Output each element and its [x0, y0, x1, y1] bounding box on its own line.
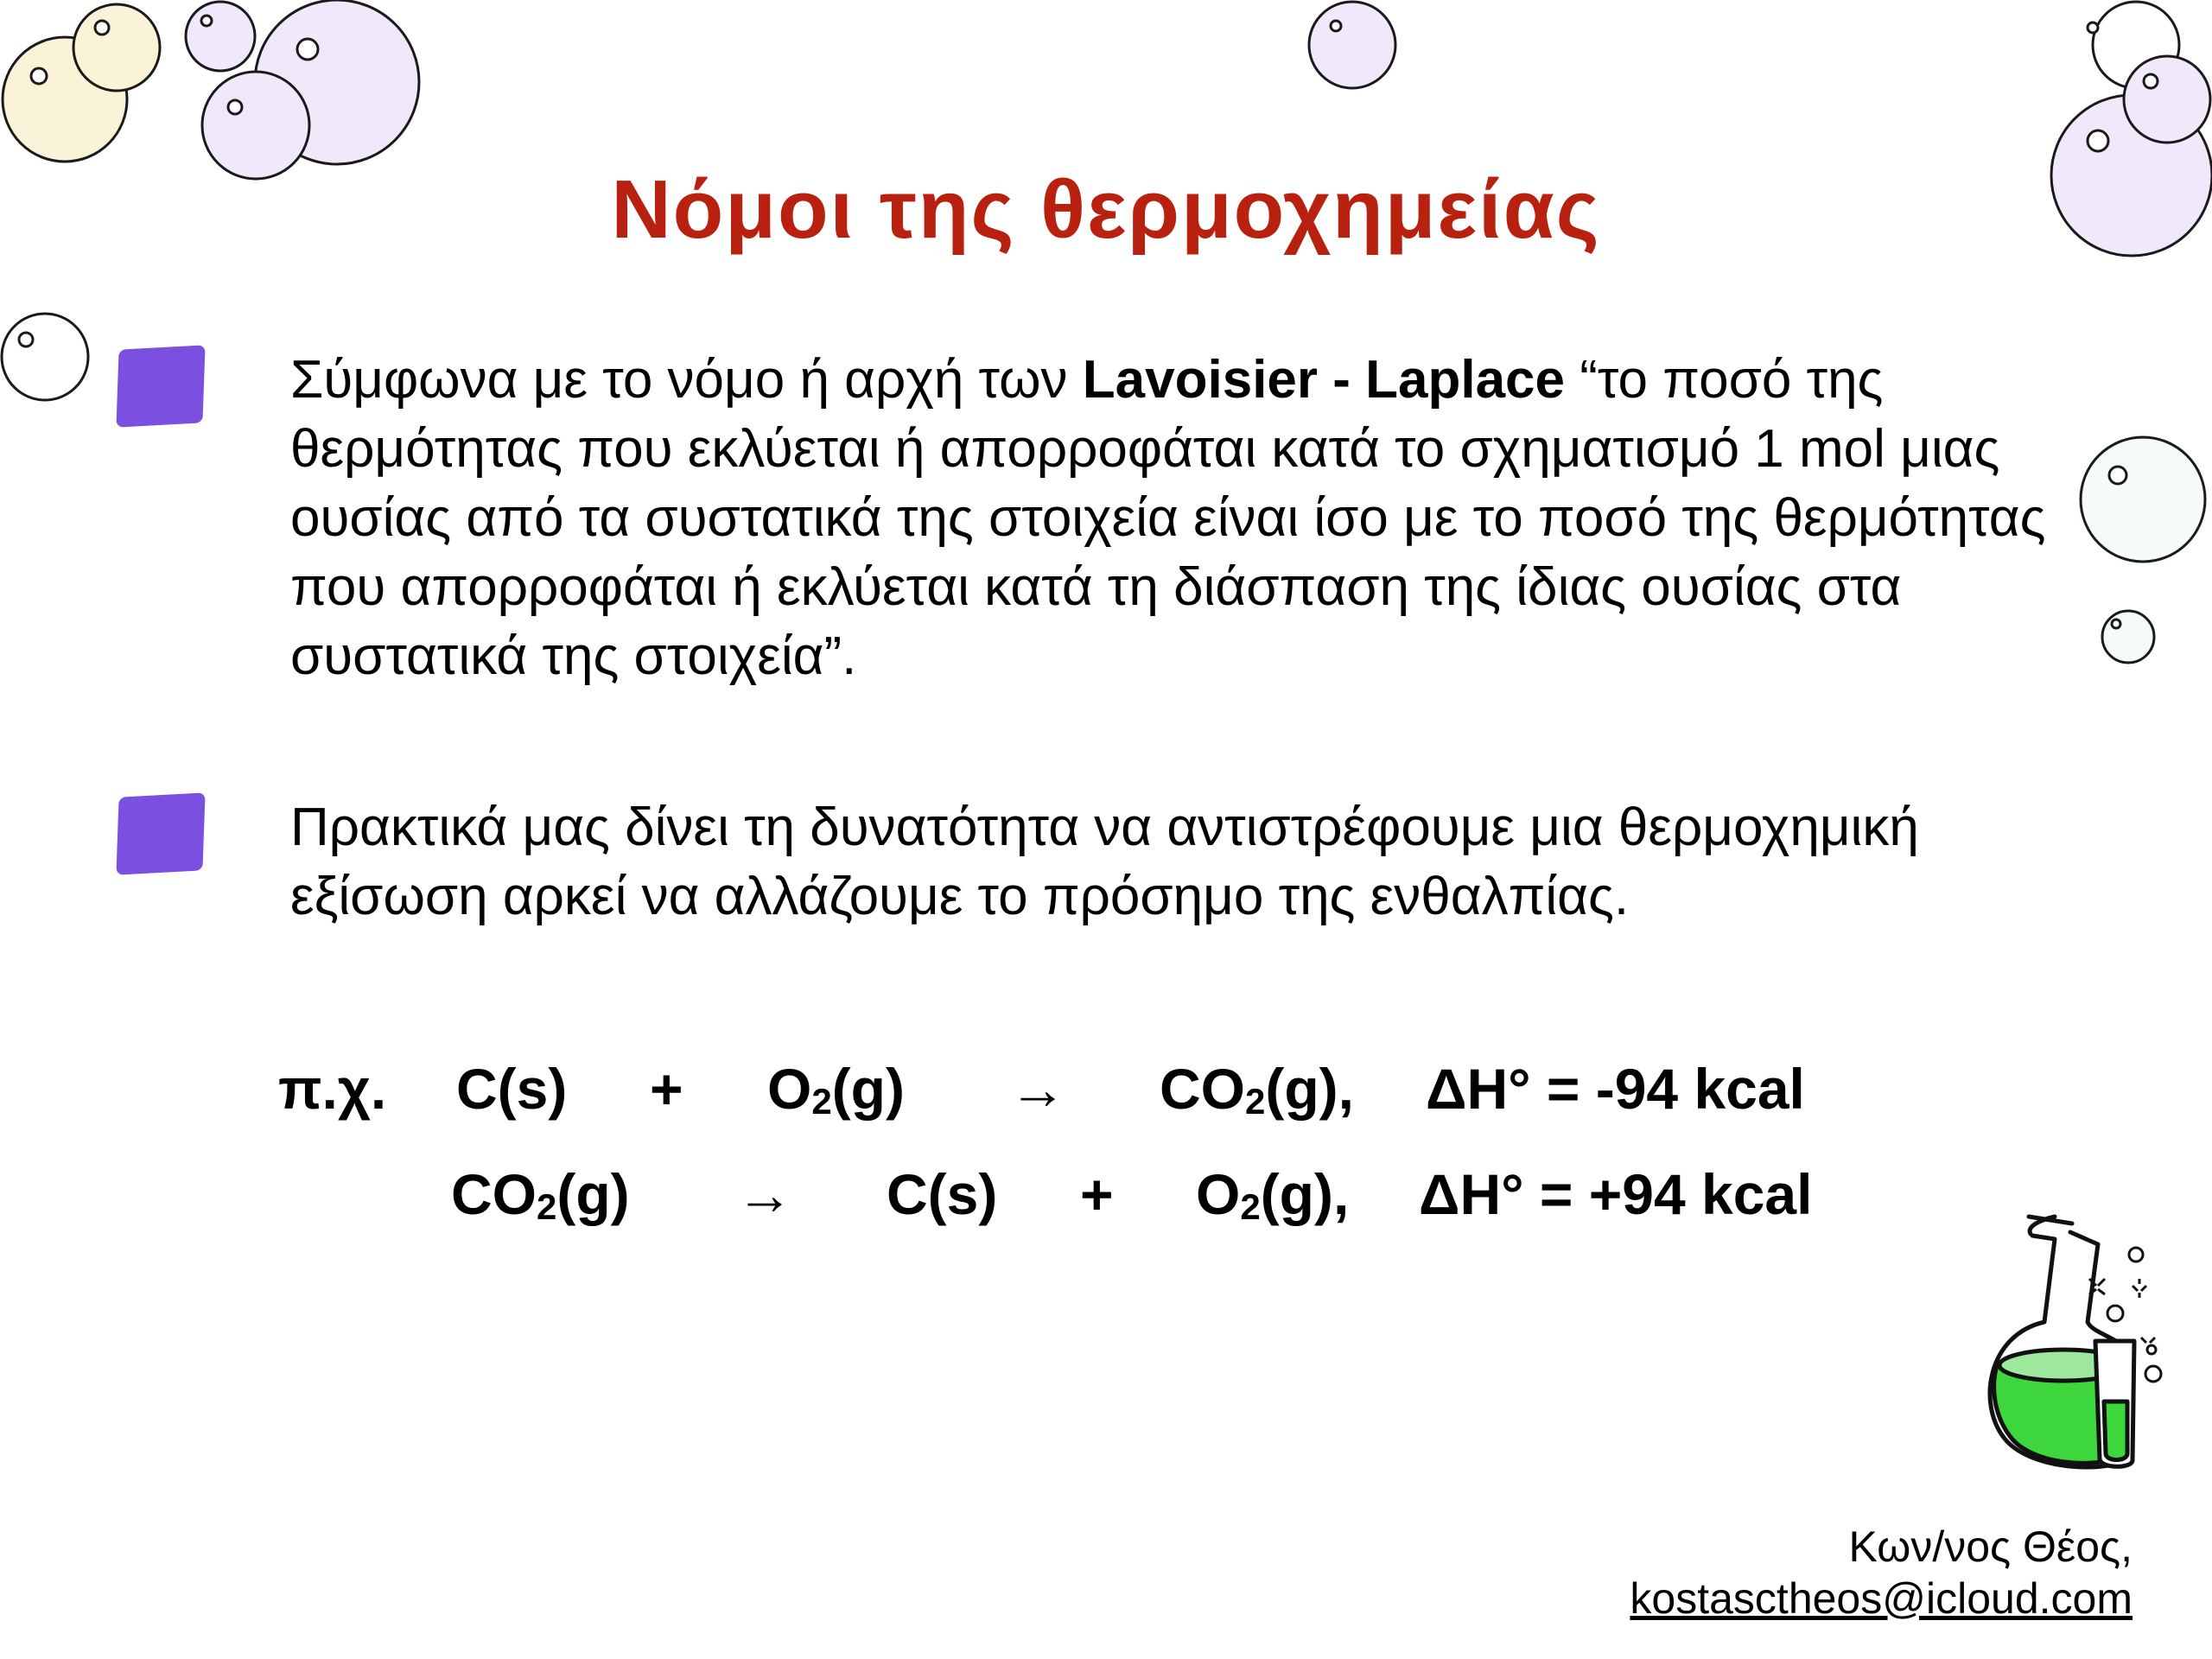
eq2-enthalpy: ΔH° = +94 kcal [1419, 1162, 1813, 1226]
eq1-plus: + [650, 1057, 683, 1121]
author-block [1355, 1521, 2133, 1624]
eq2-reactant: $CO_2(g)$ [451, 1162, 630, 1227]
eq1-enthalpy: ΔH° = -94 kcal [1426, 1057, 1805, 1121]
bullet-text-1-lead: Σύμφωνα με το νόμο ή αρχή των [290, 350, 1083, 410]
eq2-product-2: $O_2(g)$, [1196, 1162, 1350, 1227]
lavoisier-laplace-label: Lavoisier - Laplace [1082, 350, 1566, 410]
eq2-arrow: → [736, 1162, 793, 1226]
eq2-product-1: C(s) [887, 1162, 998, 1226]
eq1-reactant-1: C(s) [456, 1057, 568, 1121]
author-name: Κων/νος Θέος, [1848, 1522, 2133, 1571]
eq1-product: $CO_2(g)$, [1160, 1057, 1354, 1122]
bullet-text-1-body: “το ποσό της θερμότητας που εκλύεται ή απορροφάται κατά το σχηματισμό 1 mol μιας ουσίας από τα συστατικά της στοιχεία είναι ίσο με το ποσό της θερμότητας που απορροφάται ή εκλύεται κατά τη διάσπαση της ίδιας ουσίας στα συστατικά της στοιχεία”. [290, 350, 2046, 686]
eq1-arrow: → [1009, 1057, 1066, 1121]
slide-title: Νόμοι της θερμοχημείας [611, 163, 1601, 256]
example-prefix: π.χ. [278, 1057, 387, 1121]
eq1-reactant-2: $O_2(g)$ [767, 1057, 905, 1122]
bullet-text-2: Πρακτικά μας δίνει τη δυνατότητα να αντιστρέφουμε μια θερμοχημική εξίσωση αρκεί να αλλάζουμε το πρόσημο της ενθαλπίας. [290, 798, 1919, 926]
eq2-plus: + [1080, 1162, 1114, 1226]
author-email-link[interactable]: kostasctheos@icloud.com [1630, 1574, 2133, 1623]
